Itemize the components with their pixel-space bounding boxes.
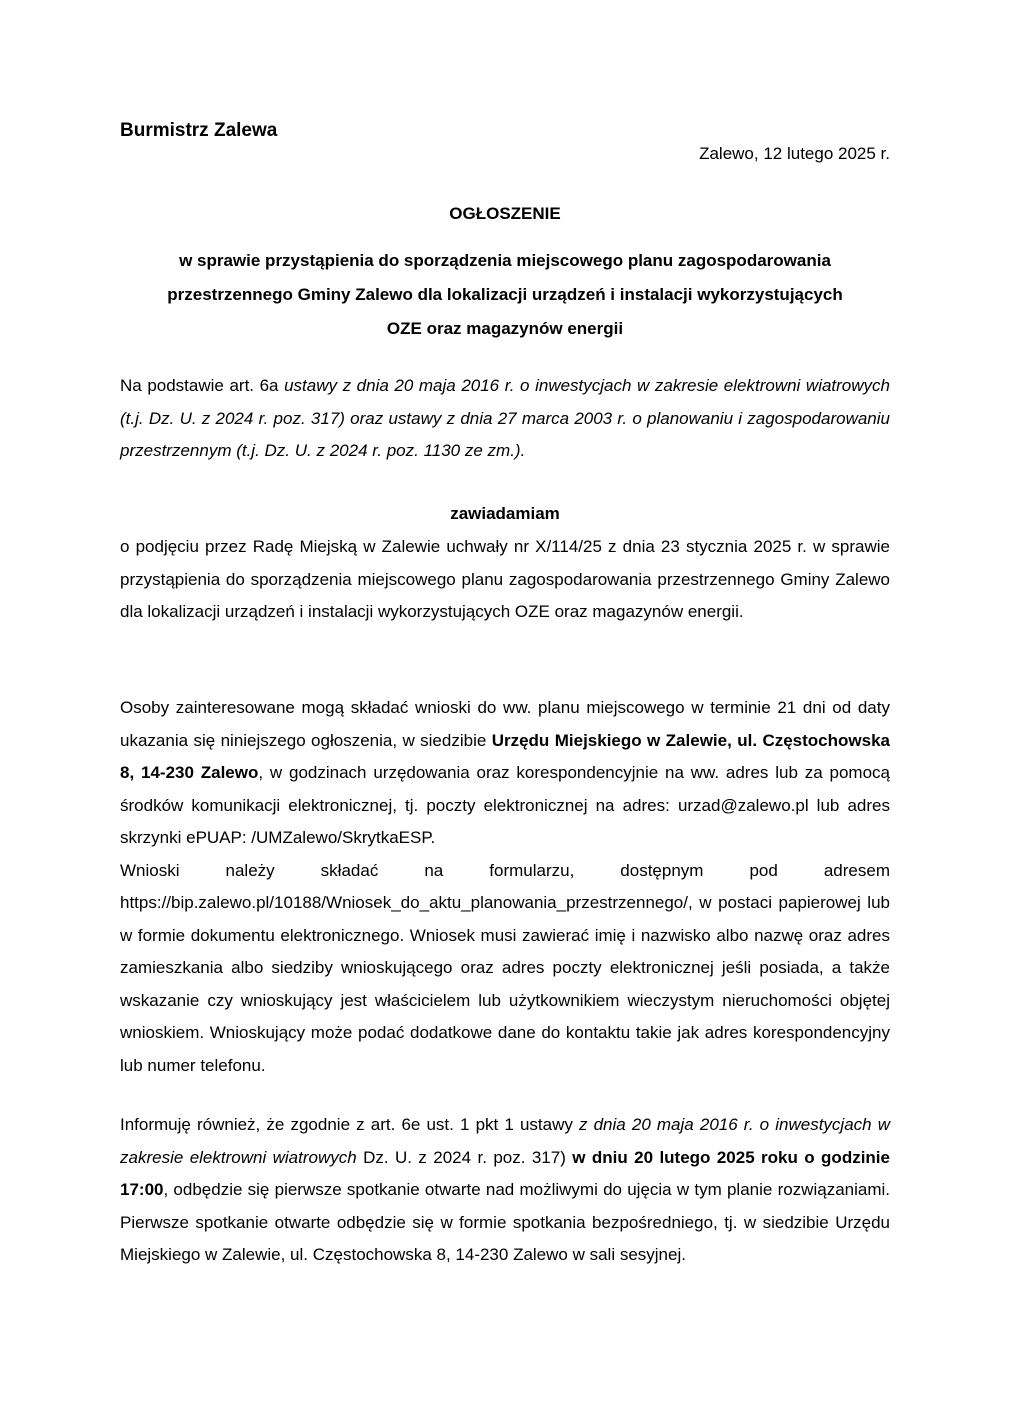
notification-heading: zawiadamiam <box>450 504 560 523</box>
subject-line-3: OZE oraz magazynów energii <box>386 319 624 338</box>
applications-contact: , w godzinach urzędowania oraz korespondencyjnie na ww. adres lub za pomocą środków komunikacji elektronicznej, tj. poczty elektronicznej na adres: urzad@zalewo.pl lub adres skrzynki ePUAP: /UMZalewo/SkrytkaESP. <box>120 763 890 847</box>
applications-paragraph <box>120 692 890 855</box>
office-address: Urzędu Miejskiego w Zalewie, ul. Częstochowska 8, 14-230 Zalewo <box>120 730 890 782</box>
meeting-journal-ref: Dz. U. z 2024 r. poz. 317) <box>356 1147 573 1167</box>
applications-section <box>120 692 890 1082</box>
applications-intro: Osoby zainteresowane mogą składać wnioski do ww. planu miejscowego w terminie 21 dni od daty ukazania się niniejszego ogłoszenia, w siedzibie <box>120 698 890 750</box>
application-form-paragraph: Wnioski należy składać na formularzu, dostępnym pod adresem https://bip.zalewo.pl/10188/Wniosek_do_aktu_planowania_przestrzennego/, w postaci papierowej lub w formie dokumentu elektronicznego. Wniosek musi zawierać imię i nazwisko albo nazwę oraz adres zamieszkania albo siedziby wnioskującego oraz adres poczty elektronicznej jeśli posiada, a także wskazanie czy wnioskujący jest właścicielem lub użytkownikiem wieczystym nieruchomości objętej wnioskiem. Wnioskujący może podać dodatkowe dane do kontaktu takie jak adres korespondencyjny lub numer telefonu. <box>120 860 890 1075</box>
legal-basis-paragraph <box>120 370 890 468</box>
document-heading: OGŁOSZENIE <box>449 204 561 223</box>
issuing-authority: Burmistrz Zalewa <box>120 120 278 141</box>
subject-line-1: w sprawie przystąpienia do sporządzenia miejscowego planu zagospodarowania <box>179 251 831 270</box>
meeting-details: , odbędzie się pierwsze spotkanie otwarte nad możliwymi do ujęcia w tym planie rozwiązaniami. Pierwsze spotkanie otwarte odbędzie się w formie spotkania bezpośredniego, tj. w siedzibie Urzędu Miejskiego w Zalewie, ul. Częstochowska 8, 14-230 Zalewo w sali sesyjnej. <box>120 1180 890 1264</box>
legal-basis-acts: ustawy z dnia 20 maja 2016 r. o inwestycjach w zakresie elektrowni wiatrowych (t.j. Dz. U. z 2024 r. poz. 317) oraz ustawy z dnia 27 marca 2003 r. o planowaniu i zagospodarowaniu przestrzennym (t.j. Dz. U. z 2024 r. poz. 1130 ze zm.). <box>120 376 890 460</box>
meeting-paragraph <box>120 1109 890 1272</box>
meeting-act-reference: z dnia 20 maja 2016 r. o inwestycjach w zakresie elektrowni wiatrowych <box>120 1115 891 1167</box>
meeting-intro: Informuję również, że zgodnie z art. 6e ust. 1 pkt 1 ustawy <box>120 1115 579 1134</box>
subject-line-2: przestrzennego Gminy Zalewo dla lokalizacji urządzeń i instalacji wykorzystujących <box>167 285 843 304</box>
meeting-date-time: w dniu 20 lutego 2025 roku o godzinie 17:00 <box>120 1147 890 1199</box>
legal-basis-intro: Na podstawie art. 6a <box>120 376 285 395</box>
resolution-paragraph: o podjęciu przez Radę Miejską w Zalewie uchwały nr X/114/25 z dnia 23 stycznia 2025 r. w sprawie przystąpienia do sporządzenia miejscowego planu zagospodarowania przestrzennego Gminy Zalewo dla lokalizacji urządzeń i instalacji wykorzystujących OZE oraz magazynów energii. <box>120 537 890 621</box>
document-subject <box>120 244 890 346</box>
place-and-date: Zalewo, 12 lutego 2025 r. <box>699 144 890 163</box>
